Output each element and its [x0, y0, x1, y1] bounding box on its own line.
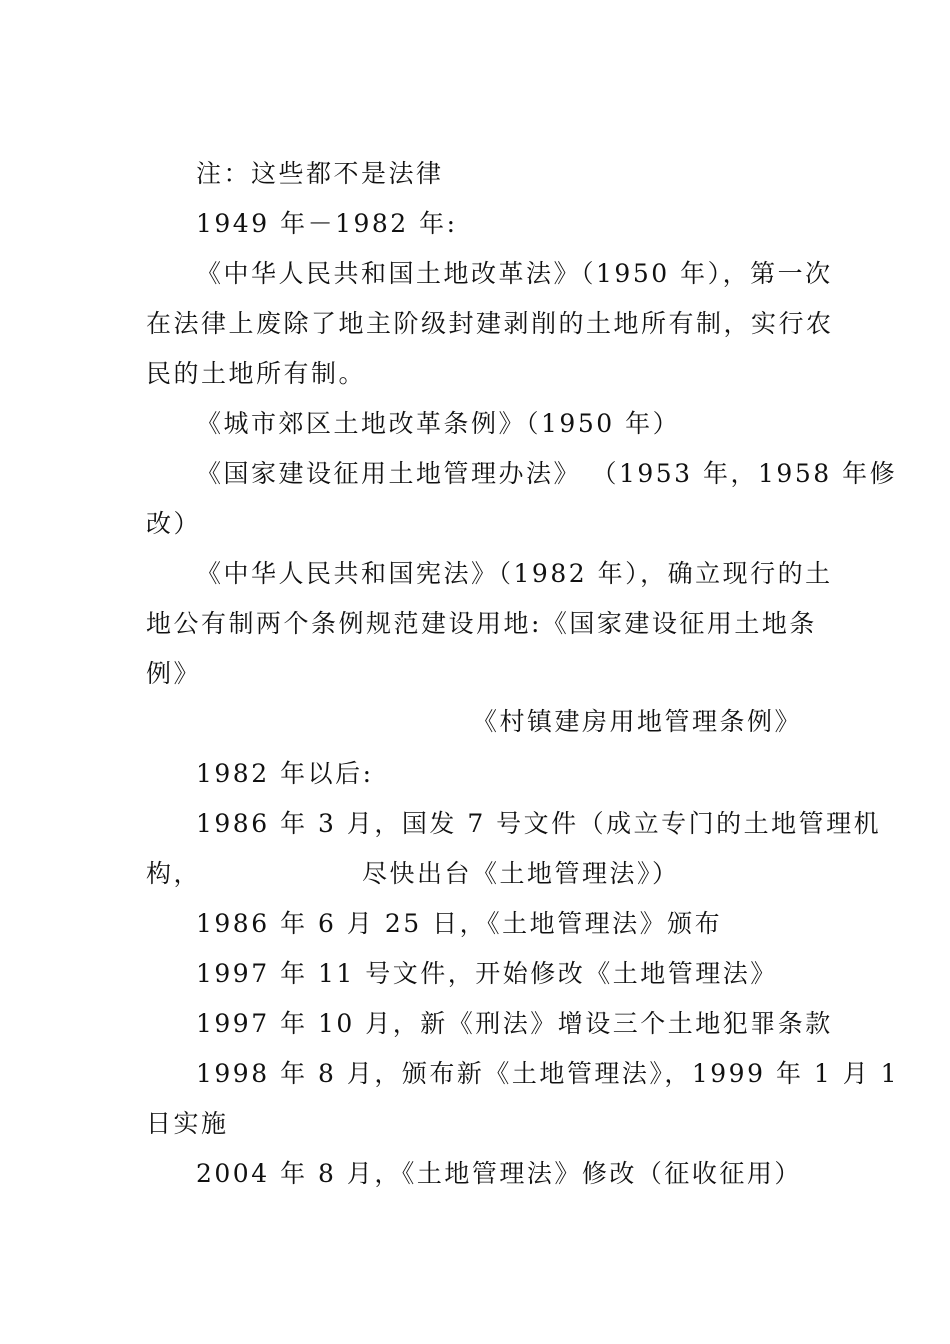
paragraph-1986-march-line-1: 1986 年 3 月，国发 7 号文件（成立专门的土地管理机 [196, 809, 882, 838]
paragraph-1997-document-11: 1997 年 11 号文件，开始修改《土地管理法》 [196, 959, 778, 988]
paragraph-1986-march-line-2b: 尽快出台《土地管理法》） [362, 859, 680, 888]
paragraph-1986-june: 1986 年 6 月 25 日，《土地管理法》颁布 [196, 909, 723, 938]
period-heading-1949-1982: 1949 年－1982 年: [196, 209, 458, 238]
note-line: 注：这些都不是法律 [196, 159, 444, 188]
period-heading-after-1982: 1982 年以后: [196, 759, 374, 788]
paragraph-state-construction-measures-line-1: 《国家建设征用土地管理办法》 （1953 年，1958 年修 [196, 459, 898, 488]
paragraph-village-housing-regulation: 《村镇建房用地管理条例》 [472, 707, 803, 736]
paragraph-land-reform-law-line-2: 在法律上废除了地主阶级封建剥削的土地所有制，实行农 [146, 309, 834, 338]
paragraph-constitution-line-2: 地公有制两个条例规范建设用地:《国家建设征用土地条 [146, 609, 817, 638]
paragraph-constitution-line-3: 例》 [146, 659, 202, 688]
paragraph-1986-march-line-2a: 构， [146, 859, 202, 888]
paragraph-land-reform-law-line-1: 《中华人民共和国土地改革法》（1950 年），第一次 [196, 259, 833, 288]
paragraph-2004-august: 2004 年 8 月，《土地管理法》修改（征收征用） [196, 1159, 802, 1188]
paragraph-suburban-land-reform: 《城市郊区土地改革条例》（1950 年） [196, 409, 681, 438]
paragraph-1998-august-line-1: 1998 年 8 月，颁布新《土地管理法》，1999 年 1 月 1 [196, 1059, 900, 1088]
paragraph-land-reform-law-line-3: 民的土地所有制。 [146, 359, 367, 388]
paragraph-state-construction-measures-line-2: 改） [146, 509, 202, 538]
paragraph-constitution-line-1: 《中华人民共和国宪法》（1982 年），确立现行的土 [196, 559, 833, 588]
paragraph-1997-october: 1997 年 10 月，新《刑法》增设三个土地犯罪条款 [196, 1009, 833, 1038]
paragraph-1998-august-line-2: 日实施 [146, 1109, 229, 1138]
